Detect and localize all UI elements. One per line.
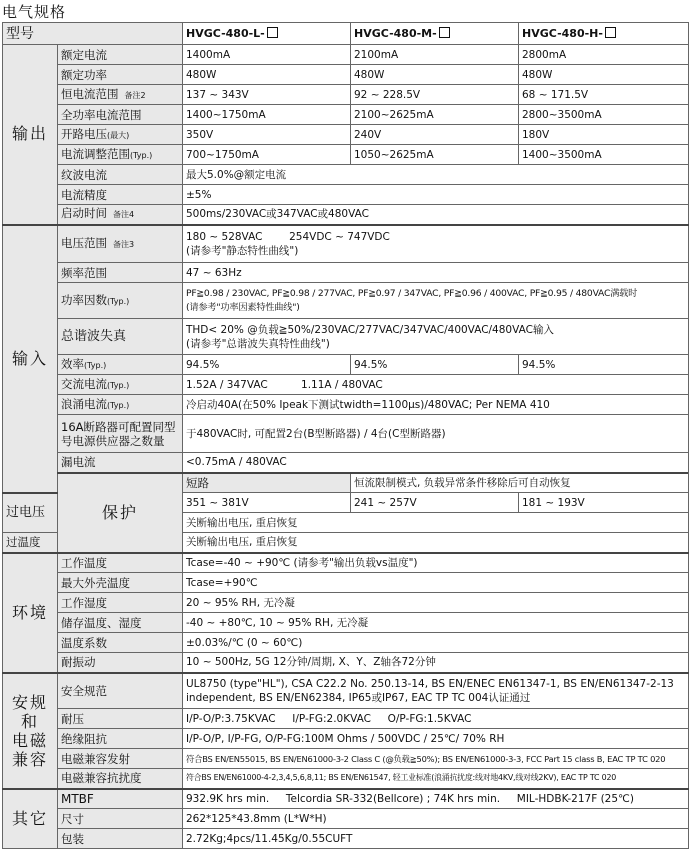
group-safety-emc: 安规 和 电磁 兼容 — [3, 673, 58, 789]
label-adj-range: 电流调整范围(Typ.) — [58, 145, 183, 165]
emc-immunity-value: 符合BS EN/EN61000-4-2,3,4,5,6,8,11; BS EN/EN61547, 轻工业标准(浪涌抗扰度:线对地4KV,线对线2KV), EAC TP TC 020 — [183, 769, 689, 789]
label-standards: 安全规范 — [58, 673, 183, 709]
label-otp: 过温度 — [3, 533, 58, 553]
label-work-hum: 工作湿度 — [58, 593, 183, 613]
open-circuit-m: 240V — [351, 125, 519, 145]
open-circuit-l: 350V — [183, 125, 351, 145]
label-work-temp: 工作温度 — [58, 553, 183, 573]
full-power-h: 2800~3500mA — [519, 105, 689, 125]
label-temp-coeff: 温度系数 — [58, 633, 183, 653]
setup-value: 500ms/230VAC或347VAC或480VAC — [183, 205, 689, 225]
label-mtbf: MTBF — [58, 789, 183, 809]
ovp-h: 181 ~ 193V — [519, 493, 689, 513]
spec-table — [2, 22, 689, 849]
ovp-l: 351 ~ 381V — [183, 493, 351, 513]
label-vibration: 耐振动 — [58, 653, 183, 673]
vibration-value: 10 ~ 500Hz, 5G 12分钟/周期, X、Y、Z轴各72分钟 — [183, 653, 689, 673]
model-label: 型号 — [3, 23, 183, 45]
label-rated-current: 额定电流 — [58, 45, 183, 65]
emc-emission-value: 符合BS EN/EN55015, BS EN/EN61000-3-2 Class C (@负载≧50%); BS EN/EN61000-3-3, FCC Part 15 class B, EAC TP TC 020 — [183, 749, 689, 769]
label-pf: 功率因数(Typ.) — [58, 283, 183, 319]
leakage-value: <0.75mA / 480VAC — [183, 453, 689, 473]
group-others: 其它 — [3, 789, 58, 849]
temp-coeff-value: ±0.03%/℃ (0 ~ 60℃) — [183, 633, 689, 653]
voltage-value: 180 ~ 528VAC 254VDC ~ 747VDC (请参考"静态特性曲线") — [183, 225, 689, 263]
ovp-action: 关断输出电压, 重启恢复 — [183, 513, 689, 533]
label-max-case: 最大外壳温度 — [58, 573, 183, 593]
inrush-value: 冷启动40A(在50% Ipeak下测试twidth=1100μs)/480VAC; Per NEMA 410 — [183, 395, 689, 415]
efficiency-l: 94.5% — [183, 355, 351, 375]
label-full-power: 全功率电流范围 — [58, 105, 183, 125]
freq-value: 47 ~ 63Hz — [183, 263, 689, 283]
ripple-value: 最大5.0%@额定电流 — [183, 165, 689, 185]
label-breaker: 16A断路器可配置同型号电源供应器之数量 — [58, 415, 183, 453]
label-accuracy: 电流精度 — [58, 185, 183, 205]
full-power-m: 2100~2625mA — [351, 105, 519, 125]
group-environment: 环境 — [3, 553, 58, 673]
label-freq: 频率范围 — [58, 263, 183, 283]
dimension-value: 262*125*43.8mm (L*W*H) — [183, 809, 689, 829]
rated-power-m: 480W — [351, 65, 519, 85]
max-case-value: Tcase=+90℃ — [183, 573, 689, 593]
isolation-value: I/P-O/P, I/P-FG, O/P-FG:100M Ohms / 500VDC / 25℃/ 70% RH — [183, 729, 689, 749]
model-header-row — [3, 23, 689, 45]
group-input: 输入 — [3, 225, 58, 493]
model-l-box — [267, 27, 278, 38]
label-rated-power: 额定功率 — [58, 65, 183, 85]
label-inrush: 浪涌电流(Typ.) — [58, 395, 183, 415]
open-circuit-h: 180V — [519, 125, 689, 145]
adj-range-h: 1400~3500mA — [519, 145, 689, 165]
label-storage: 储存温度、湿度 — [58, 613, 183, 633]
label-ac-current: 交流电流(Typ.) — [58, 375, 183, 395]
adj-range-l: 700~1750mA — [183, 145, 351, 165]
mtbf-value: 932.9K hrs min. Telcordia SR-332(Bellcore) ; 74K hrs min. MIL-HDBK-217F (25℃) — [183, 789, 689, 809]
rated-current-l: 1400mA — [183, 45, 351, 65]
ovp-m: 241 ~ 257V — [351, 493, 519, 513]
short-value: 恒流限制模式, 负载异常条件移除后可自动恢复 — [351, 473, 689, 493]
pf-value: PF≧0.98 / 230VAC, PF≧0.98 / 277VAC, PF≧0.97 / 347VAC, PF≧0.96 / 400VAC, PF≧0.95 / 480VAC满载时 (请参考"功率因素特性曲线") — [183, 283, 689, 319]
model-l: HVGC-480-L- — [183, 23, 351, 45]
model-h: HVGC-480-H- — [519, 23, 689, 45]
cc-range-m: 92 ~ 228.5V — [351, 85, 519, 105]
label-dimension: 尺寸 — [58, 809, 183, 829]
adj-range-m: 1050~2625mA — [351, 145, 519, 165]
rated-power-l: 480W — [183, 65, 351, 85]
group-protection: 保护 — [58, 473, 183, 553]
work-temp-value: Tcase=-40 ~ +90℃ (请参考"输出负载vs温度") — [183, 553, 689, 573]
label-isolation: 绝缘阻抗 — [58, 729, 183, 749]
label-withstand: 耐压 — [58, 709, 183, 729]
label-emc-immunity: 电磁兼容抗扰度 — [58, 769, 183, 789]
otp-value: 关断输出电压, 重启恢复 — [183, 533, 689, 553]
label-cc-range: 恒电流范围 备注2 — [58, 85, 183, 105]
label-short: 短路 — [183, 473, 351, 493]
model-m-box — [439, 27, 450, 38]
withstand-value: I/P-O/P:3.75KVAC I/P-FG:2.0KVAC O/P-FG:1.5KVAC — [183, 709, 689, 729]
rated-current-m: 2100mA — [351, 45, 519, 65]
label-packing: 包装 — [58, 829, 183, 849]
label-open-circuit: 开路电压(最大) — [58, 125, 183, 145]
accuracy-value: ±5% — [183, 185, 689, 205]
label-emc-emission: 电磁兼容发射 — [58, 749, 183, 769]
packing-value: 2.72Kg;4pcs/11.45Kg/0.55CUFT — [183, 829, 689, 849]
storage-value: -40 ~ +80℃, 10 ~ 95% RH, 无冷凝 — [183, 613, 689, 633]
cc-range-h: 68 ~ 171.5V — [519, 85, 689, 105]
work-hum-value: 20 ~ 95% RH, 无冷凝 — [183, 593, 689, 613]
label-ripple: 纹波电流 — [58, 165, 183, 185]
label-leakage: 漏电流 — [58, 453, 183, 473]
label-efficiency: 效率(Typ.) — [58, 355, 183, 375]
model-h-box — [605, 27, 616, 38]
ac-current-value: 1.52A / 347VAC 1.11A / 480VAC — [183, 375, 689, 395]
thd-value: THD< 20% @负载≧50%/230VAC/277VAC/347VAC/400VAC/480VAC输入 (请参考"总谐波失真特性曲线") — [183, 319, 689, 355]
rated-current-h: 2800mA — [519, 45, 689, 65]
label-setup: 启动时间 备注4 — [58, 205, 183, 225]
model-m: HVGC-480-M- — [351, 23, 519, 45]
standards-value: UL8750 (type"HL"), CSA C22.2 No. 250.13-14, BS EN/ENEC EN61347-1, BS EN/EN61347-2-13 independent, BS EN/EN62384, IP65或IP67, EAC TP TC 004认证通过 — [183, 673, 689, 709]
full-power-l: 1400~1750mA — [183, 105, 351, 125]
rated-power-h: 480W — [519, 65, 689, 85]
group-output: 输出 — [3, 45, 58, 225]
efficiency-m: 94.5% — [351, 355, 519, 375]
cc-range-l: 137 ~ 343V — [183, 85, 351, 105]
page-title: 电气规格 — [2, 3, 67, 21]
efficiency-h: 94.5% — [519, 355, 689, 375]
breaker-value: 于480VAC时, 可配置2台(B型断路器) / 4台(C型断路器) — [183, 415, 689, 453]
label-ovp: 过电压 — [3, 493, 58, 533]
label-voltage: 电压范围 备注3 — [58, 225, 183, 263]
label-thd: 总谐波失真 — [58, 319, 183, 355]
